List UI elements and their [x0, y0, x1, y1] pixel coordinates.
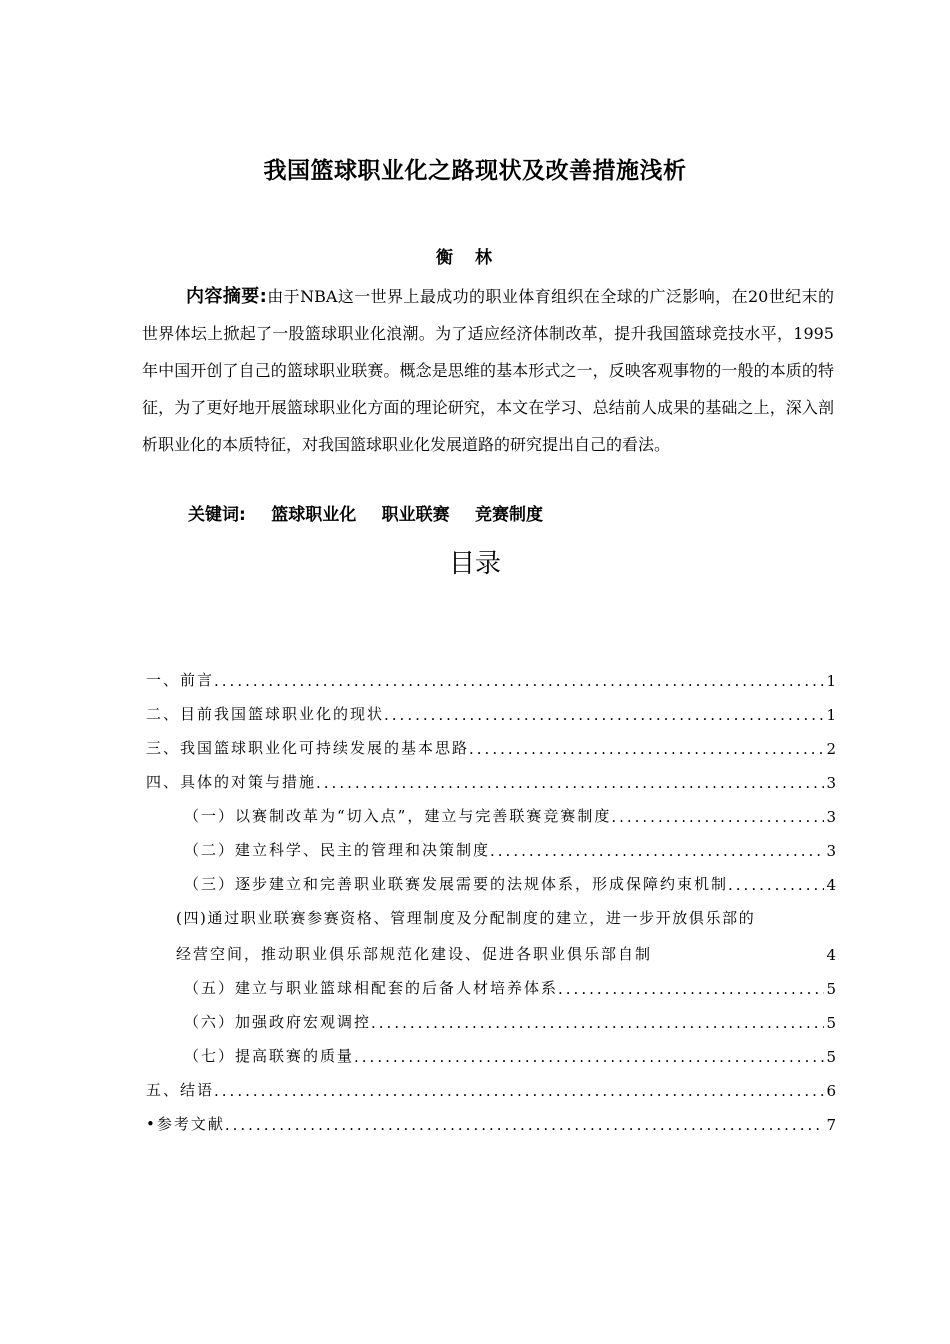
toc-entry-page: 1 — [826, 672, 836, 690]
toc-entry[interactable] — [146, 1100, 836, 1134]
author-name: 衡林 — [436, 248, 514, 268]
toc-entry-page: 7 — [826, 1116, 836, 1134]
toc-entry-text: 二、目前我国篮球职业化的现状 — [146, 705, 385, 723]
toc-entry-page: 2 — [826, 740, 836, 758]
keyword-item: 竞赛制度 — [475, 505, 544, 525]
toc-entry[interactable] — [146, 758, 836, 792]
toc-entry-text: （六）加强政府宏观调控 — [184, 1013, 372, 1031]
keyword-item: 篮球职业化 — [271, 505, 357, 525]
toc-subentry[interactable] — [146, 894, 836, 964]
toc-leader-dots — [384, 706, 824, 724]
toc-entry[interactable] — [146, 690, 836, 724]
toc-entry-text: （三）逐步建立和完善职业联赛发展需要的法规体系，形成保障约束机制 — [184, 875, 729, 893]
toc-leader-dots — [611, 808, 824, 826]
toc-subentry[interactable] — [146, 826, 836, 860]
abstract-paragraph — [142, 278, 834, 463]
toc-entry-text: 四、具体的对策与措施 — [146, 773, 317, 791]
toc-entry-page: 1 — [826, 706, 836, 724]
toc-subentry[interactable] — [146, 1032, 836, 1066]
toc-leader-dots — [469, 740, 824, 758]
toc-entry-text: （七）提高联赛的质量 — [184, 1047, 355, 1065]
toc-leader-dots — [490, 842, 824, 860]
toc-leader-dots — [214, 672, 824, 690]
toc-subentry[interactable] — [146, 998, 836, 1032]
toc-entry-text: （一）以赛制改革为“切入点”，建立与完善联赛竞赛制度 — [184, 807, 612, 825]
toc-entry-page: 5 — [826, 1014, 836, 1032]
toc-entry-text: •参考文献 — [146, 1115, 225, 1133]
toc-entry[interactable] — [146, 1066, 836, 1100]
abstract-text: 由于NBA这一世界上最成功的职业体育组织在全球的广泛影响，在20世纪末的世界体坛上掀起了一股篮球职业化浪潮。为了适应经济体制改革，提升我国篮球竞技水平，1995年中国开创了自己的篮球职业联赛。概念是思维的基本形式之一，反映客观事物的一般的本质的特征，为了更好地开展篮球职业化方面的理论研究，本文在学习、总结前人成果的基础之上，深入剖析职业化的本质特征，对我国篮球职业化发展道路的研究提出自己的看法。 — [142, 287, 834, 454]
toc-entry-text: 三、我国篮球职业化可持续发展的基本思路 — [146, 739, 470, 757]
keywords-label: 关键词: — [188, 505, 246, 525]
toc-leader-dots — [728, 876, 824, 894]
table-of-contents — [146, 656, 836, 1134]
toc-entry-text: 经营空间，推动职业俱乐部规范化建设、促进各职业俱乐部自制 — [176, 945, 653, 963]
toc-entry-page: 5 — [826, 980, 836, 998]
toc-entry-page: 4 — [826, 876, 836, 894]
toc-entry-text: （五）建立与职业篮球相配套的后备人材培养体系 — [184, 979, 559, 997]
toc-entry-page: 4 — [826, 946, 836, 964]
toc-leader-dots — [354, 1048, 824, 1066]
toc-leader-dots — [214, 1082, 824, 1100]
keywords-line — [188, 500, 543, 525]
toc-entry-page: 3 — [826, 808, 836, 826]
toc-subentry[interactable] — [146, 792, 836, 826]
toc-entry-page: 6 — [826, 1082, 836, 1100]
toc-entry-continuation — [176, 928, 836, 964]
toc-leader-dots — [316, 774, 824, 792]
toc-entry[interactable] — [146, 724, 836, 758]
document-title: 我国篮球职业化之路现状及改善措施浅析 — [263, 158, 687, 184]
toc-entry-text: (四)通过职业联赛参赛资格、管理制度及分配制度的建立，进一步开放俱乐部的 — [176, 909, 756, 927]
toc-entry-text: 五、结语 — [146, 1081, 215, 1099]
toc-entry-text: （二）建立科学、民主的管理和决策制度 — [184, 841, 491, 859]
abstract-label: 内容摘要: — [186, 286, 267, 307]
toc-leader-dots — [371, 1014, 824, 1032]
toc-entry-page: 3 — [826, 842, 836, 860]
keyword-item: 职业联赛 — [381, 505, 450, 525]
toc-entry-text: 一、前言 — [146, 671, 215, 689]
toc-subentry[interactable] — [146, 860, 836, 894]
toc-entry[interactable] — [146, 656, 836, 690]
toc-leader-dots — [225, 1116, 825, 1134]
toc-subentry[interactable] — [146, 964, 836, 998]
toc-title: 目录 — [448, 549, 501, 579]
toc-leader-dots — [558, 980, 824, 998]
toc-entry-page: 5 — [826, 1048, 836, 1066]
toc-entry-page: 3 — [826, 774, 836, 792]
